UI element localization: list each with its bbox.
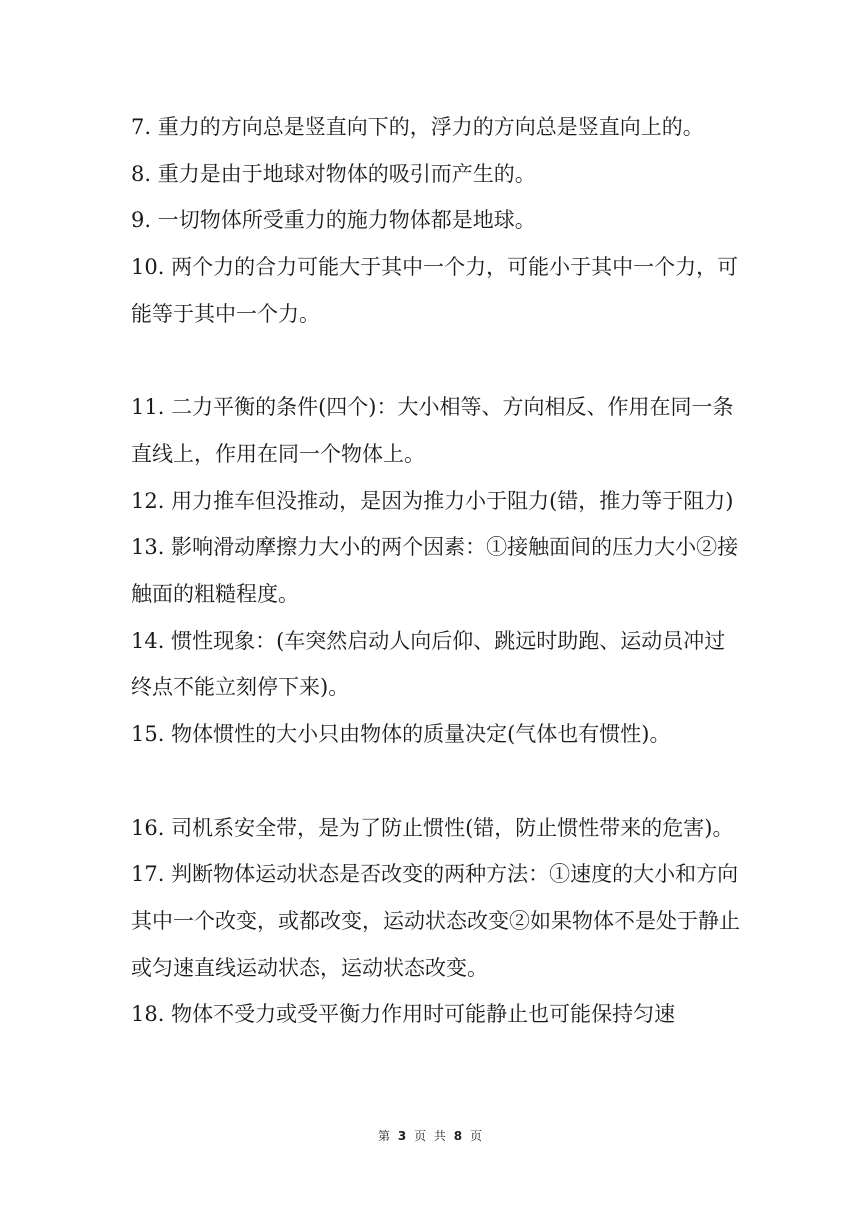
footer-prefix: 第 (378, 1129, 391, 1143)
list-item: 8. 重力是由于地球对物体的吸引而产生的。 (131, 161, 536, 186)
footer-page-unit: 页 (414, 1129, 427, 1143)
list-item: 18. 物体不受力或受平衡力作用时可能静止也可能保持匀速 (131, 1002, 676, 1027)
list-item: 12. 用力推车但没推动，是因为推力小于阻力(错，推力等于阻力) (131, 488, 734, 513)
list-item: 17. 判断物体运动状态是否改变的两种方法：①速度的大小和方向其中一个改变，或都改变，运动状态改变②如果物体不是处于静止或匀速直线运动状态，运动状态改变。 (131, 862, 740, 980)
list-item: 15. 物体惯性的大小只由物体的质量决定(气体也有惯性)。 (131, 722, 671, 747)
list-item: 9. 一切物体所受重力的施力物体都是地球。 (131, 208, 536, 233)
list-item: 16. 司机系安全带，是为了防止惯性(错，防止惯性带来的危害)。 (131, 815, 734, 840)
document-body (131, 104, 741, 1038)
footer-page-number: 3 (397, 1129, 407, 1143)
page-footer (0, 1128, 860, 1144)
list-item: 14. 惯性现象：(车突然启动人向后仰、跳远时助跑、运动员冲过终点不能立刻停下来)。 (131, 628, 726, 700)
footer-total-pages: 8 (453, 1129, 463, 1143)
list-item: 13. 影响滑动摩擦力大小的两个因素：①接触面间的压力大小②接触面的粗糙程度。 (131, 535, 739, 607)
list-item: 7. 重力的方向总是竖直向下的，浮力的方向总是竖直向上的。 (131, 115, 704, 139)
list-item: 11. 二力平衡的条件(四个)：大小相等、方向相反、作用在同一条直线上，作用在同一个物体上。 (131, 395, 734, 466)
list-item: 10. 两个力的合力可能大于其中一个力，可能小于其中一个力，可能等于其中一个力。 (131, 255, 739, 326)
footer-total-prefix: 共 (433, 1129, 446, 1143)
footer-total-unit: 页 (469, 1129, 482, 1143)
